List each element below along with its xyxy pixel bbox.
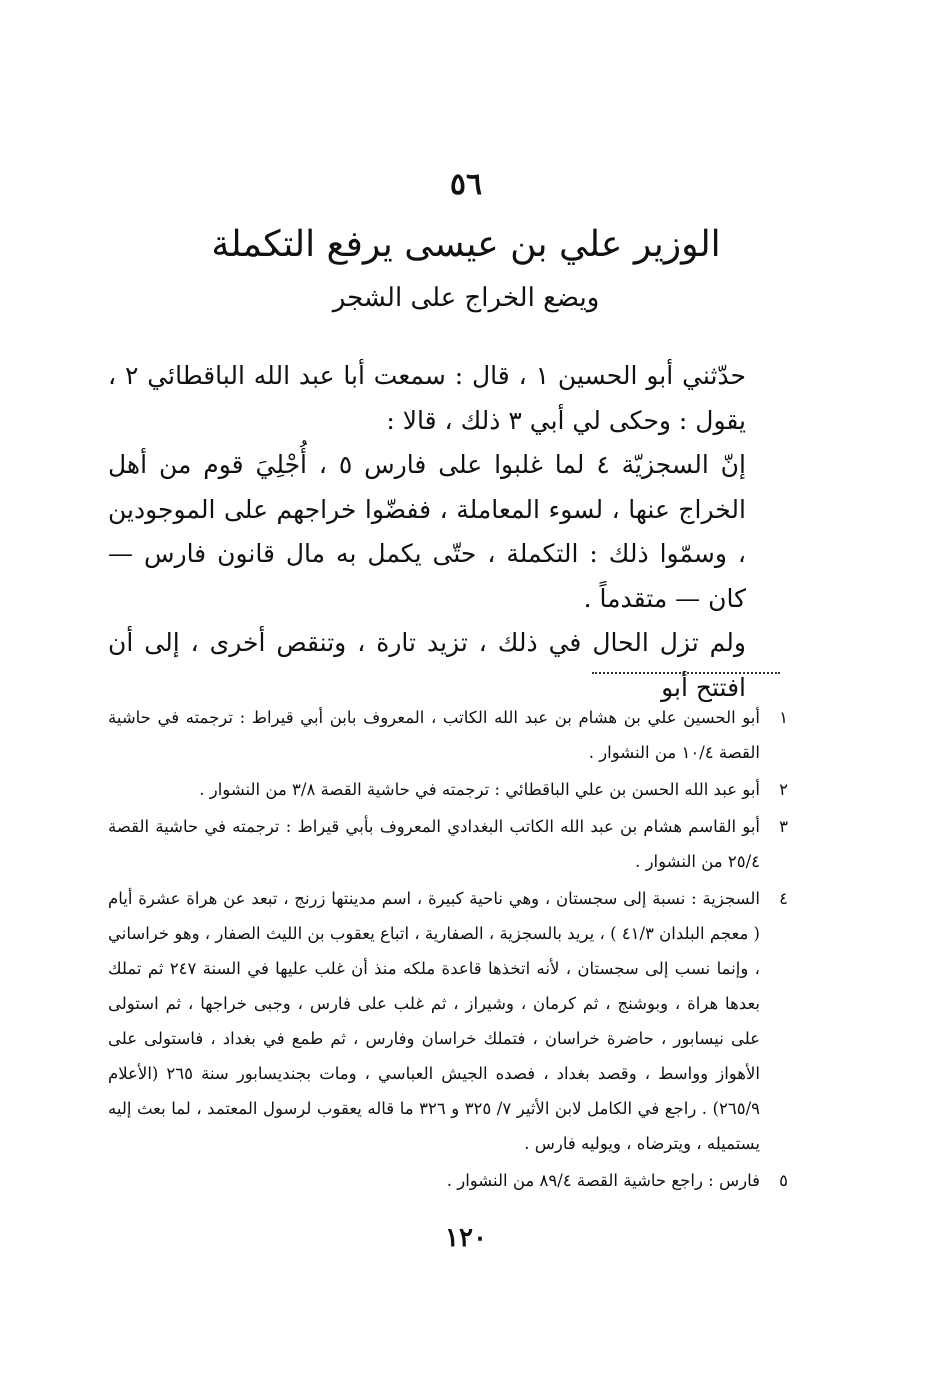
footnote (108, 881, 788, 1161)
story-subtitle: ويضع الخراج على الشجر (332, 283, 600, 313)
footnote (108, 700, 788, 770)
footnote-divider (592, 672, 780, 674)
footnote-text: أبو عبد الله الحسن بن علي الباقطائي : ترجمته في حاشية القصة ٣/٨ من النشوار . (199, 780, 760, 799)
footnote-text: السجزية : نسبة إلى سجستان ، وهي ناحية كبيرة ، اسم مدينتها زرنج ، تبعد عن هراة عشرة أيام ( معجم البلدان ٤١/٣ ) ، يريد بالسجزية ، الصفارية ، اتباع يعقوب بن الليث الصفار ، وهو خراساني ، وإنما نسب إلى سجستان ، لأنه اتخذها قاعدة ملكه منذ أن غلب عليها في السنة ٢٤٧ ثم تملك بعدها هراة ، وبوشنج ، ثم كرمان ، وشيراز ، ثم غلب على فارس ، وجبى خراجها ، ثم استولى على نيسابور ، حاضرة خراسان ، فتملك خراسان وفارس ، ثم طمع في بغداد ، فاستولى على الأهواز وواسط ، وقصد بغداد ، فصده الجيش العباسي ، ومات بجنديسابور سنة ٢٦٥ (الأعلام ٢٦٥/٩) . راجع في الكامل لابن الأثير ٧/ ٣٢٥ و ٣٢٦ ما قاله يعقوب لرسول المعتمد ، لما بعث إليه يستميله ، ويترضاه ، ويوليه فارس . (108, 889, 761, 1153)
body-paragraph: إنّ السجزيّة ٤ لما غلبوا على فارس ٥ ، أُجْلِيَ قوم من أهل الخراج عنها ، لسوء المعاملة ، ففضّوا خراجهم على الموجودين ، وسمّوا ذلك : التكملة ، حتّى يكمل به مال قانون فارس — كان — متقدماً . (108, 450, 746, 613)
footnote-number: ٢ (779, 780, 788, 799)
story-body (108, 354, 786, 710)
footnote-number: ١ (779, 708, 788, 727)
story-title: الوزير علي بن عيسى يرفع التكملة (211, 224, 721, 265)
body-paragraph: ولم تزل الحال في ذلك ، تزيد تارة ، وتنقص أخرى ، إلى أن افتتح أبو (108, 628, 746, 702)
footnote-text: فارس : راجع حاشية القصة ٨٩/٤ من النشوار . (446, 1171, 760, 1190)
story-number: ٥٦ (449, 167, 483, 202)
footnote-text: أبو الحسين علي بن هشام بن عبد الله الكاتب ، المعروف بابن أبي قيراط : ترجمته في حاشية القصة ١٠/٤ من النشوار . (108, 708, 760, 762)
page-number: ١٢٠ (445, 1223, 487, 1253)
footnote (108, 1163, 788, 1198)
footnote-number: ٥ (779, 1171, 788, 1190)
footnote (108, 809, 788, 879)
footnote-number: ٣ (779, 817, 788, 836)
body-paragraph: حدّثني أبو الحسين ١ ، قال : سمعت أبا عبد الله الباقطائي ٢ ، يقول : وحكى لي أبي ٣ ذلك ، قالا : (108, 361, 747, 435)
footnotes (108, 700, 788, 1200)
footnote-number: ٤ (779, 889, 788, 908)
footnote-text: أبو القاسم هشام بن عبد الله الكاتب البغدادي المعروف بأبي قيراط : ترجمته في حاشية القصة ٢٥/٤ من النشوار . (108, 817, 760, 871)
footnote (108, 772, 788, 807)
